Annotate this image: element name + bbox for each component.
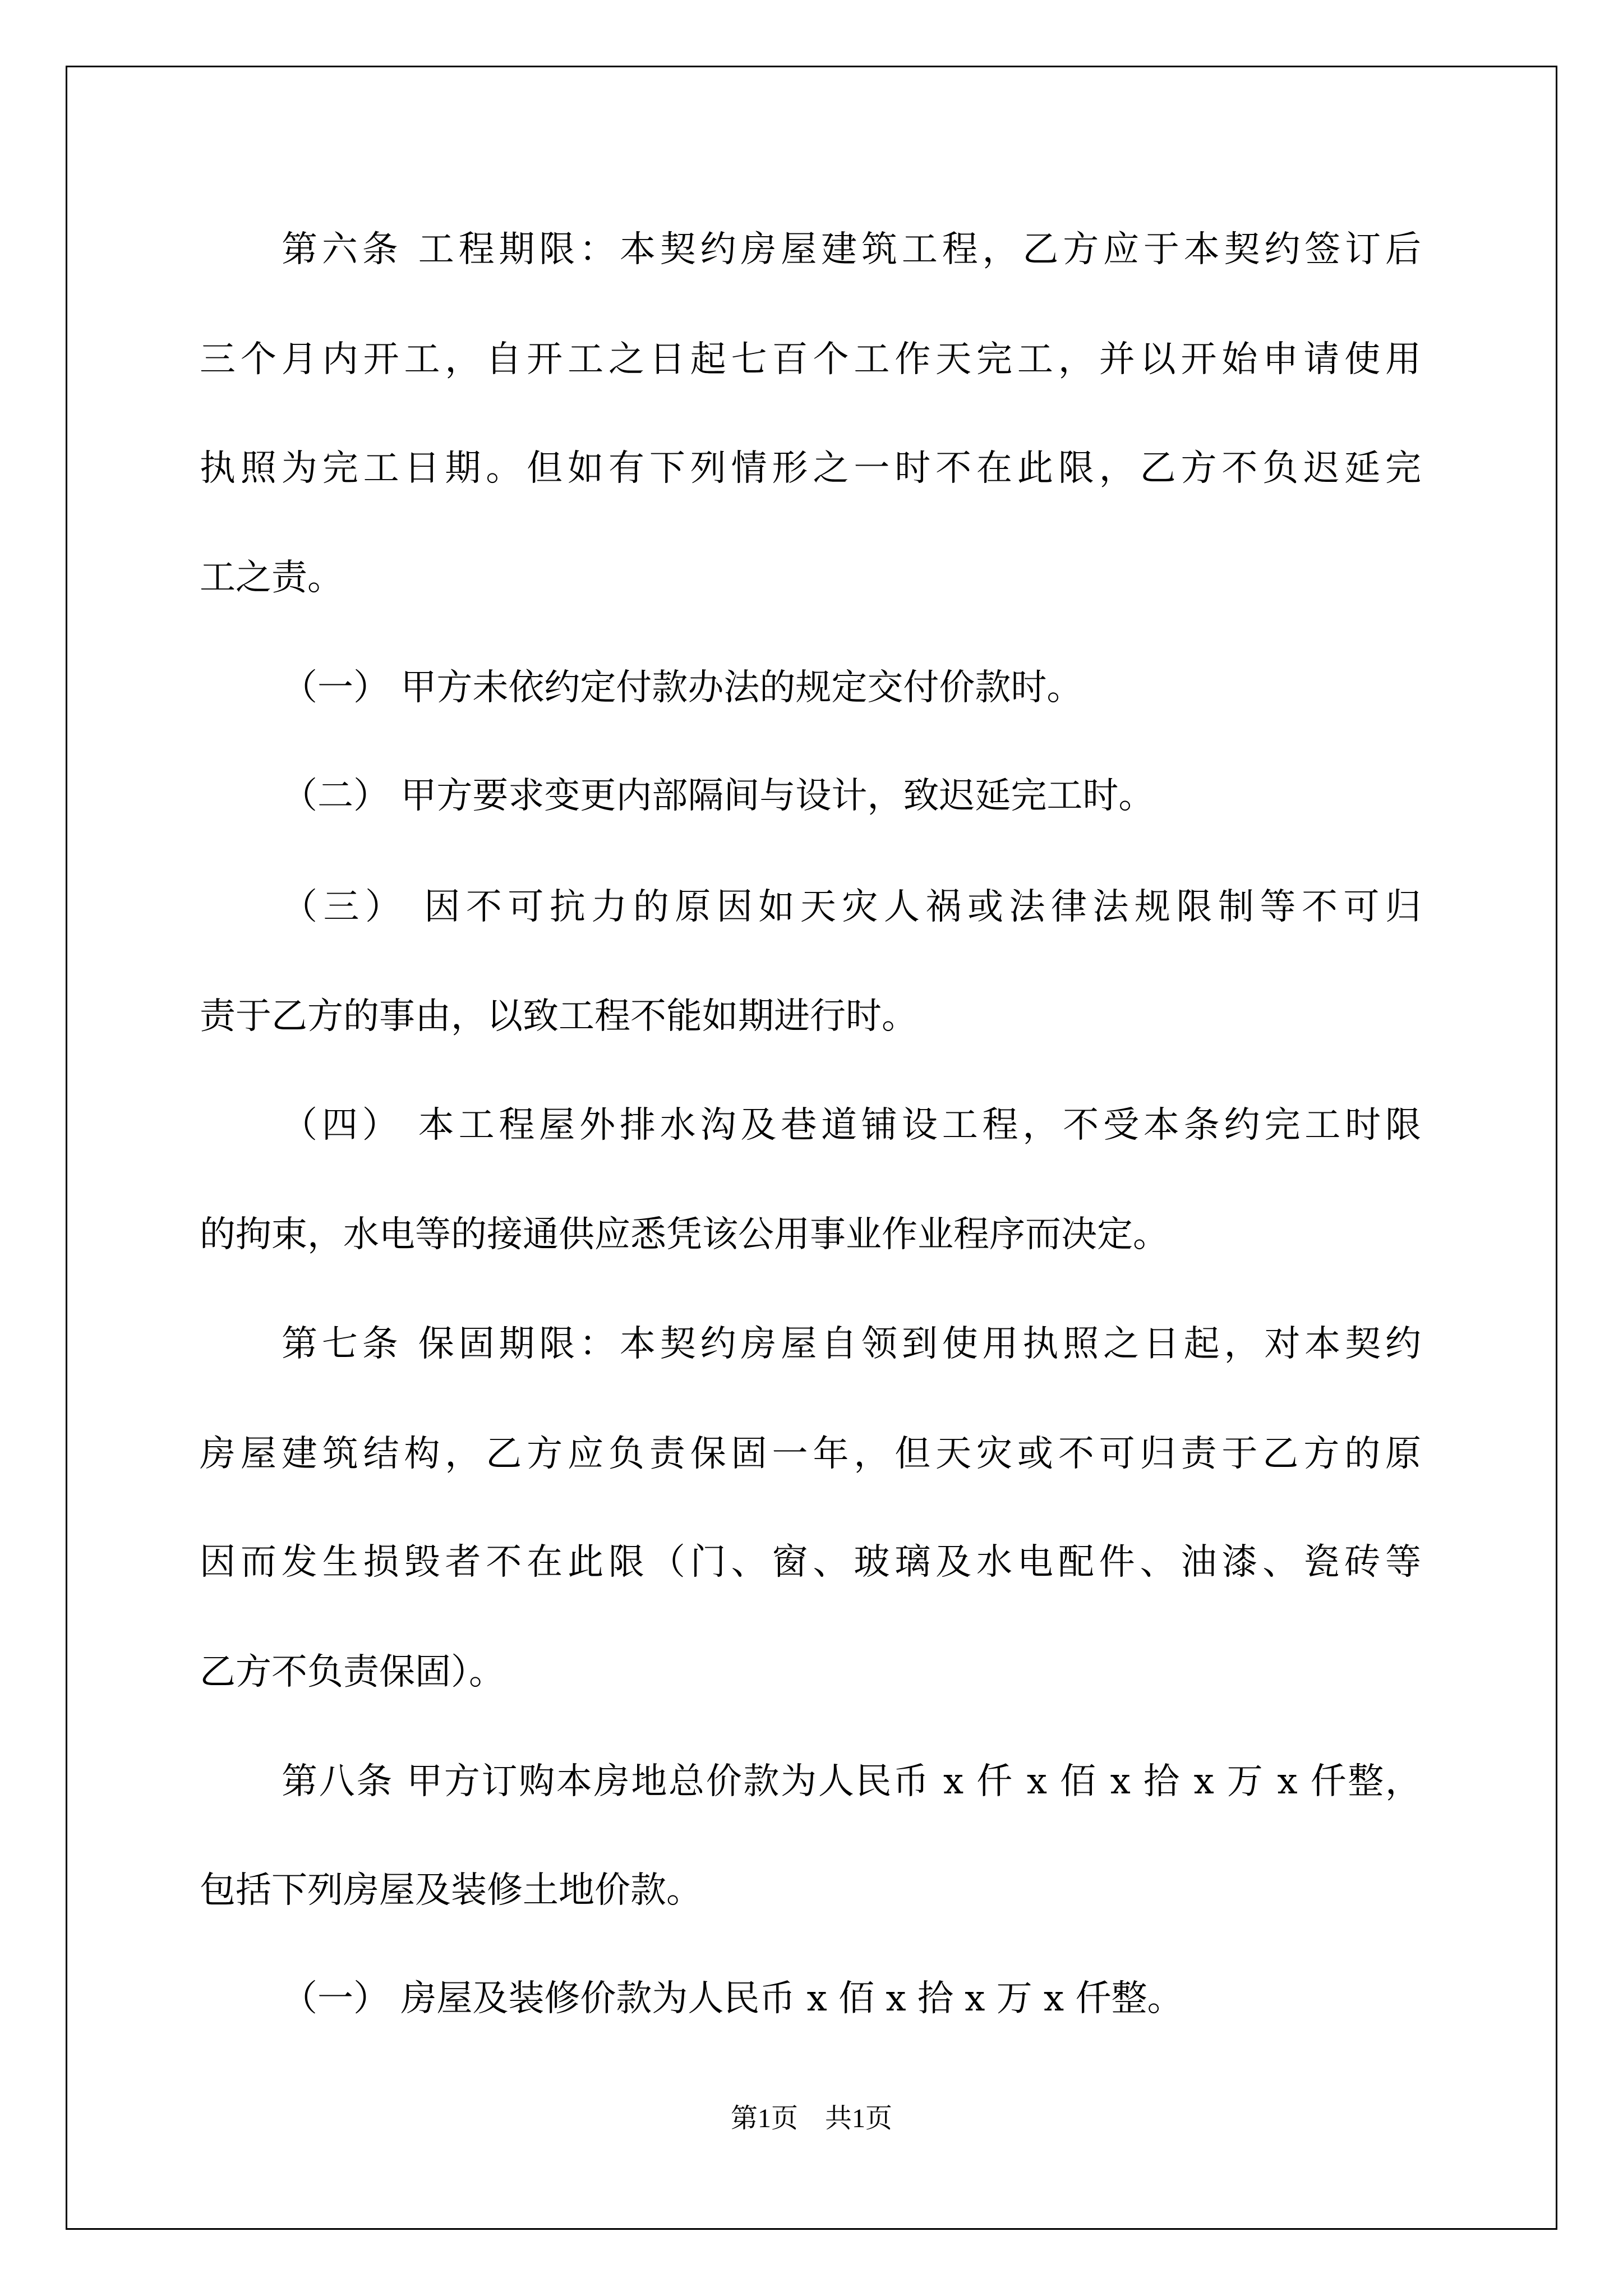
paragraph-article-6-line-2: 三个月内开工，自开工之日起七百个工作天完工，并以开始申请使用 <box>200 339 1421 380</box>
paragraph-article-8-line-2: 包括下列房屋及装修土地价款。 <box>200 1870 702 1911</box>
clause-6-1: （一） 甲方未依约定付款办法的规定交付价款时。 <box>282 667 1083 708</box>
clause-6-3-line-1: （三） 因不可抗力的原因如天灾人祸或法律法规限制等不可归 <box>282 886 1421 928</box>
clause-6-2: （二） 甲方要求变更内部隔间与设计，致迟延完工时。 <box>282 775 1155 817</box>
paragraph-article-7-line-3: 因而发生损毁者不在此限（门、窗、玻璃及水电配件、油漆、瓷砖等 <box>200 1542 1421 1583</box>
paragraph-article-7-line-2: 房屋建筑结构，乙方应负责保固一年，但天灾或不可归责于乙方的原 <box>200 1433 1421 1475</box>
paragraph-article-8-line-1: 第八条 甲方订购本房地总价款为人民币 x 仟 x 佰 x 拾 x 万 x 仟整， <box>282 1761 1421 1802</box>
paragraph-article-6-line-4: 工之责。 <box>200 557 343 599</box>
page-footer: 第1页 共1页 <box>730 2104 892 2133</box>
paragraph-article-7-line-1: 第七条 保固期限：本契约房屋自领到使用执照之日起，对本契约 <box>282 1323 1421 1365</box>
clause-8-1: （一） 房屋及装修价款为人民币 x 佰 x 拾 x 万 x 仟整。 <box>282 1978 1183 2019</box>
paragraph-article-6-line-3: 执照为完工日期。但如有下列情形之一时不在此限，乙方不负迟延完 <box>200 448 1421 489</box>
paragraph-article-7-line-4: 乙方不负责保固）。 <box>200 1651 505 1693</box>
clause-6-4-line-1: （四） 本工程屋外排水沟及巷道铺设工程，不受本条约完工时限 <box>282 1105 1421 1146</box>
clause-6-3-line-2: 责于乙方的事由，以致工程不能如期进行时。 <box>200 996 917 1037</box>
clause-6-4-line-2: 的拘束，水电等的接通供应悉凭该公用事业作业程序而决定。 <box>200 1214 1169 1255</box>
paragraph-article-6-line-1: 第六条 工程期限：本契约房屋建筑工程，乙方应于本契约签订后 <box>282 229 1421 270</box>
